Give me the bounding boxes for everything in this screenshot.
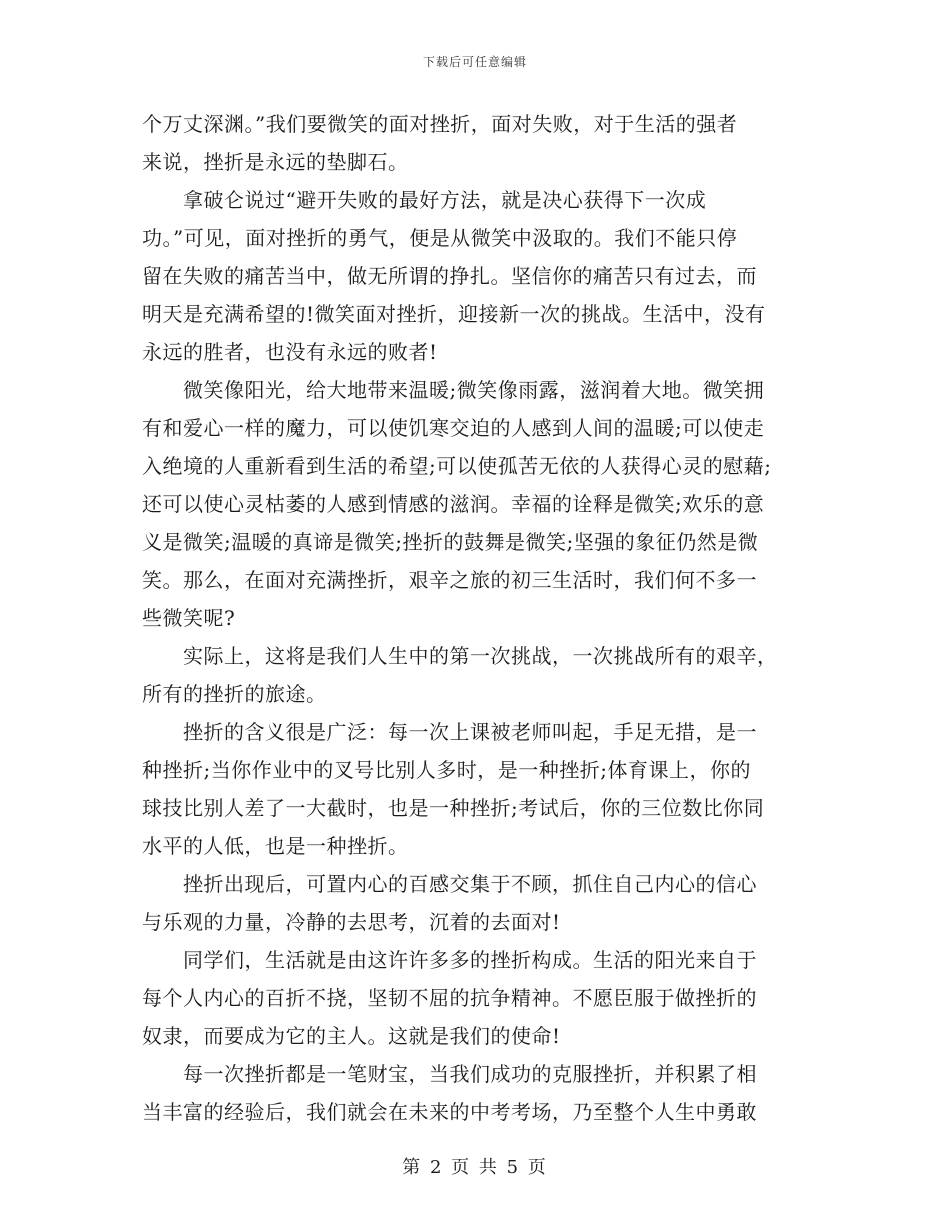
text-line: 来说，挫折是永远的垫脚石。 [142, 150, 409, 174]
text-line: 明天是充满希望的!微笑面对挫折，迎接新一次的挑战。生活中，没有 [142, 302, 766, 326]
text-line: 功。”可见，面对挫折的勇气，便是从微笑中汲取的。我们不能只停 [142, 226, 738, 250]
text-line: 球技比别人差了一大截时，也是一种挫折;考试后，你的三位数比你同 [142, 796, 765, 820]
page-header: 下载后可任意编辑 [422, 55, 527, 69]
text-line: 永远的胜者，也没有永远的败者! [142, 340, 438, 364]
text-line: 挫折的含义很是广泛：每一次上课被老师叫起，手足无措，是一 [142, 720, 757, 744]
text-line: 个万丈深渊。”我们要微笑的面对挫折，面对失败，对于生活的强者 [142, 112, 738, 136]
text-line: 入绝境的人重新看到生活的希望;可以使孤苦无依的人获得心灵的慰藉; [142, 454, 772, 478]
text-line: 每个人内心的百折不挠，坚韧不屈的抗争精神。不愿臣服于做挫折的 [142, 986, 757, 1010]
text-line: 水平的人低，也是一种挫折。 [142, 834, 409, 858]
text-line: 与乐观的力量，冷静的去思考，沉着的去面对! [142, 910, 561, 934]
text-line: 笑。那么，在面对充满挫折，艰辛之旅的初三生活时，我们何不多一 [142, 568, 757, 592]
text-line: 所有的挫折的旅途。 [142, 682, 327, 706]
text-line: 种挫折;当你作业中的叉号比别人多时，是一种挫折;体育课上，你的 [142, 758, 751, 782]
text-line: 微笑像阳光，给大地带来温暖;微笑像雨露，滋润着大地。微笑拥 [142, 378, 765, 402]
text-line: 实际上，这将是我们人生中的第一次挑战，一次挑战所有的艰辛， [142, 644, 778, 668]
text-line: 挫折出现后，可置内心的百感交集于不顾，抓住自己内心的信心 [142, 872, 757, 896]
text-line: 拿破仑说过“避开失败的最好方法，就是决心获得下一次成 [142, 188, 707, 212]
text-line: 留在失败的痛苦当中，做无所谓的挣扎。坚信你的痛苦只有过去，而 [142, 264, 757, 288]
text-line: 每一次挫折都是一笔财宝，当我们成功的克服挫折，并积累了相 [142, 1062, 757, 1086]
text-line: 同学们，生活就是由这许许多多的挫折构成。生活的阳光来自于 [142, 948, 757, 972]
text-line: 有和爱心一样的魔力，可以使饥寒交迫的人感到人间的温暖;可以使走 [142, 416, 765, 440]
text-line: 义是微笑;温暖的真谛是微笑;挫折的鼓舞是微笑;坚强的象征仍然是微 [142, 530, 759, 554]
document-body [142, 105, 810, 1131]
text-line: 些微笑呢? [142, 606, 236, 630]
page-footer: 第 2 页 共 5 页 [402, 1157, 548, 1178]
text-line: 奴隶，而要成为它的主人。这就是我们的使命! [142, 1024, 561, 1048]
text-line: 还可以使心灵枯萎的人感到情感的滋润。幸福的诠释是微笑;欢乐的意 [142, 492, 765, 516]
text-line: 当丰富的经验后，我们就会在未来的中考考场，乃至整个人生中勇敢 [142, 1100, 757, 1124]
